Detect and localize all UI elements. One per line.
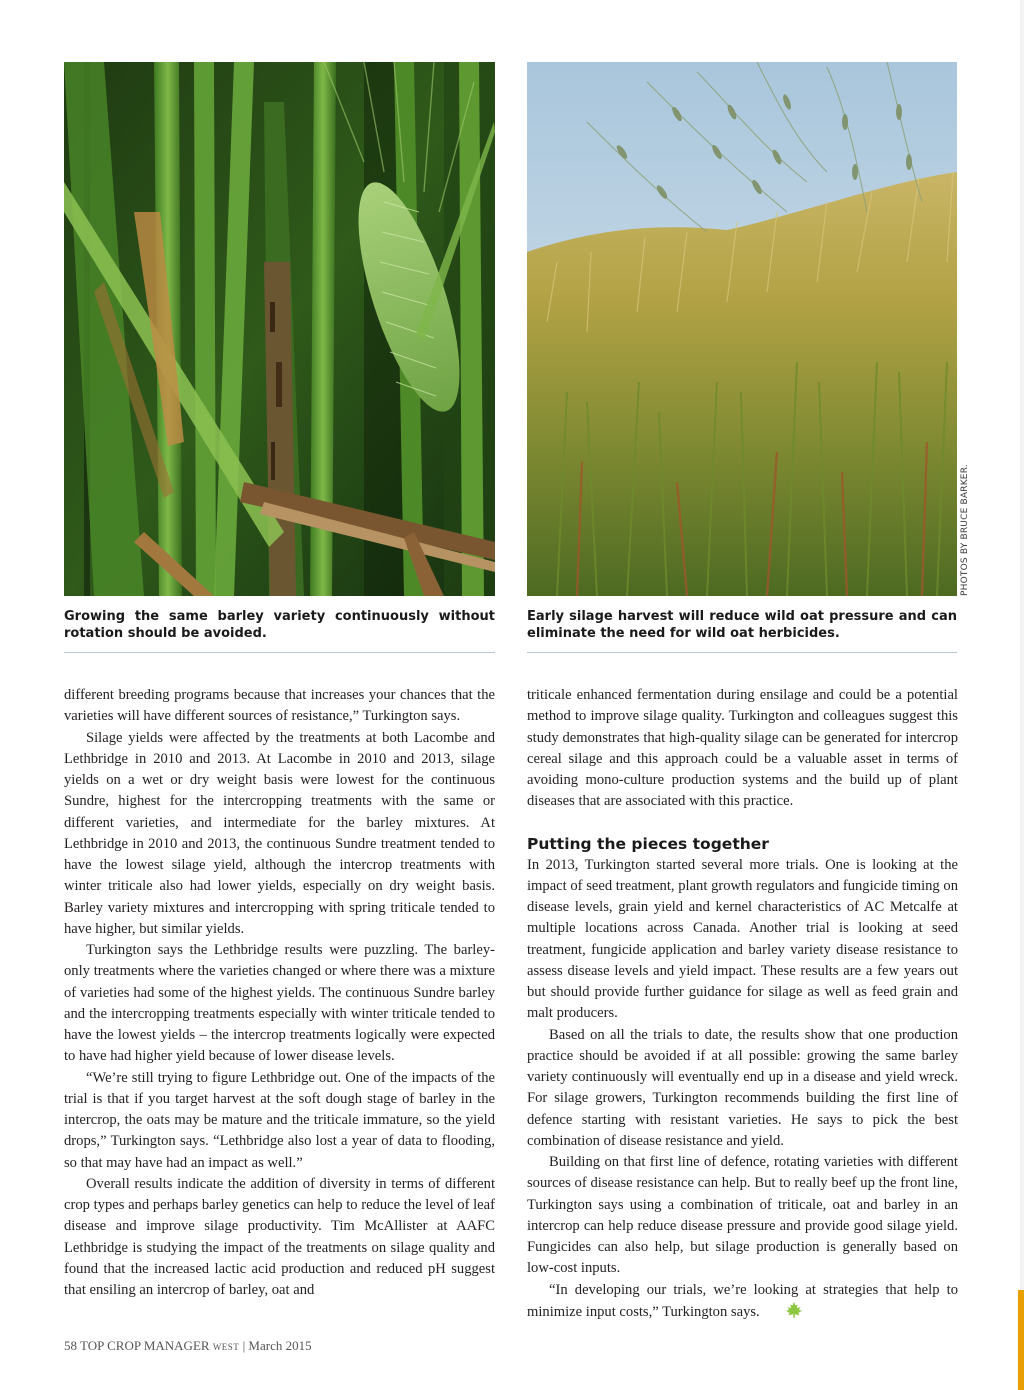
publication-name: TOP CROP MANAGER bbox=[80, 1338, 210, 1353]
barley-disease-photo bbox=[64, 62, 495, 596]
article-paragraph: Overall results indicate the addition of diversity in terms of different crop types and perhaps barley genetics can help to reduce the level of leaf disease and improve silage productivity. Tim McAllister at AAFC Lethbridge is studying the impact of the treatments on silage quality and found that the increased lactic acid production and reduced pH suggest that ensiling an intercrop of barley, oat and bbox=[64, 1175, 495, 1298]
article-paragraph: different breeding programs because that increases your chances that the varieties will have different sources of resistance,” Turkington says. bbox=[64, 687, 495, 725]
page-number: 58 bbox=[64, 1338, 77, 1353]
publication-edition: WEST bbox=[212, 1342, 240, 1352]
article-column-right bbox=[527, 685, 958, 1323]
photo-credit: PHOTOS BY BRUCE BARKER. bbox=[960, 464, 970, 596]
article-column-left bbox=[64, 685, 495, 1301]
photo-caption-left: Growing the same barley variety continuously without rotation should be avoided. bbox=[64, 609, 495, 641]
caption-divider-left bbox=[64, 652, 495, 653]
maple-leaf-icon bbox=[763, 1301, 781, 1319]
photo-caption-right: Early silage harvest will reduce wild oat pressure and can eliminate the need for wild oat herbicides. bbox=[527, 609, 957, 641]
page-edge-tab bbox=[1018, 1290, 1024, 1390]
article-paragraph-final bbox=[527, 1280, 958, 1324]
footer-separator: | bbox=[242, 1338, 246, 1353]
silage-field-photo bbox=[527, 62, 957, 596]
section-heading: Putting the pieces together bbox=[527, 834, 769, 853]
page-edge-shadow bbox=[1020, 0, 1024, 1290]
article-paragraph: “We’re still trying to figure Lethbridge out. One of the impacts of the trial is that if you target harvest at the soft dough stage of barley in the intercrop, the oats may be mature and the triticale immature, so the yield drops,” Turkington says. “Lethbridge also lost a year of data to flooding, so that may have had an impact as well.” bbox=[64, 1069, 495, 1171]
article-paragraph: Turkington says the Lethbridge results were puzzling. The barley-only treatments where the varieties changed or where there was a mixture of varieties had some of the highest yields. The continuous Sundre barley and the intercropping treatments especially with winter triticale tended to have the lowest yields – the intercrop treatments logically were expected to have had higher yield because of lower disease levels. bbox=[64, 942, 495, 1065]
article-final-text: “In developing our trials, we’re looking at strategies that help to minimize input costs,” Turkington says. bbox=[527, 1281, 958, 1320]
article-paragraph: triticale enhanced fermentation during ensilage and could be a potential method to improve silage quality. Turkington and colleagues suggest this study demonstrates that high-quality silage can be generated for intercrop cereal silage and this approach could be a valuable asset in terms of avoiding mono-culture production systems and the build up of plant diseases that are associated with this practice. bbox=[527, 687, 958, 810]
article-paragraph: Building on that first line of defence, rotating varieties with different sources of disease resistance can help. But to really beef up the front line, Turkington says using a combination of triticale, oat and barley in an intercrop can help reduce disease pressure and provide good silage yield. Fungicides can also help, but silage production is generally based on low-cost inputs. bbox=[527, 1154, 958, 1277]
page-footer bbox=[64, 1338, 312, 1354]
caption-divider-right bbox=[527, 652, 957, 653]
article-paragraph: In 2013, Turkington started several more trials. One is looking at the impact of seed treatment, plant growth regulators and fungicide timing on disease levels, grain yield and kernel characteristics of AC Metcalfe at multiple locations across Canada. Another trial is looking at seed treatment, fungicide application and barley variety disease resistance to assess disease levels and yield impact. These results are a few years out but should provide further guidance for silage as well as feed grain and malt producers. bbox=[527, 856, 958, 1022]
article-paragraph: Based on all the trials to date, the results show that one production practice should be avoided if at all possible: growing the same barley variety continuously will eventually end up in a disease and yield wreck. For silage growers, Turkington recommends building the first line of defence starting with resistant varieties. He says to pick the best combination of disease resistance and yield. bbox=[527, 1026, 958, 1149]
issue-date: March 2015 bbox=[248, 1338, 312, 1353]
article-paragraph: Silage yields were affected by the treatments at both Lacombe and Lethbridge in 2010 and 2013. At Lacombe in 2010 and 2013, silage yields on a wet or dry weight basis were lowest for the continuous Sundre, highest for the intercropping treatments with the same or different varieties, and intermediate for the barley mixtures. At Lethbridge in 2010 and 2013, the continuous Sundre treatment tended to have the lowest silage yield, although the intercrop treatments with winter triticale also had lower yields, especially on dry weight basis. Barley variety mixtures and intercropping with spring triticale tended to have higher, but similar yields. bbox=[64, 729, 495, 937]
